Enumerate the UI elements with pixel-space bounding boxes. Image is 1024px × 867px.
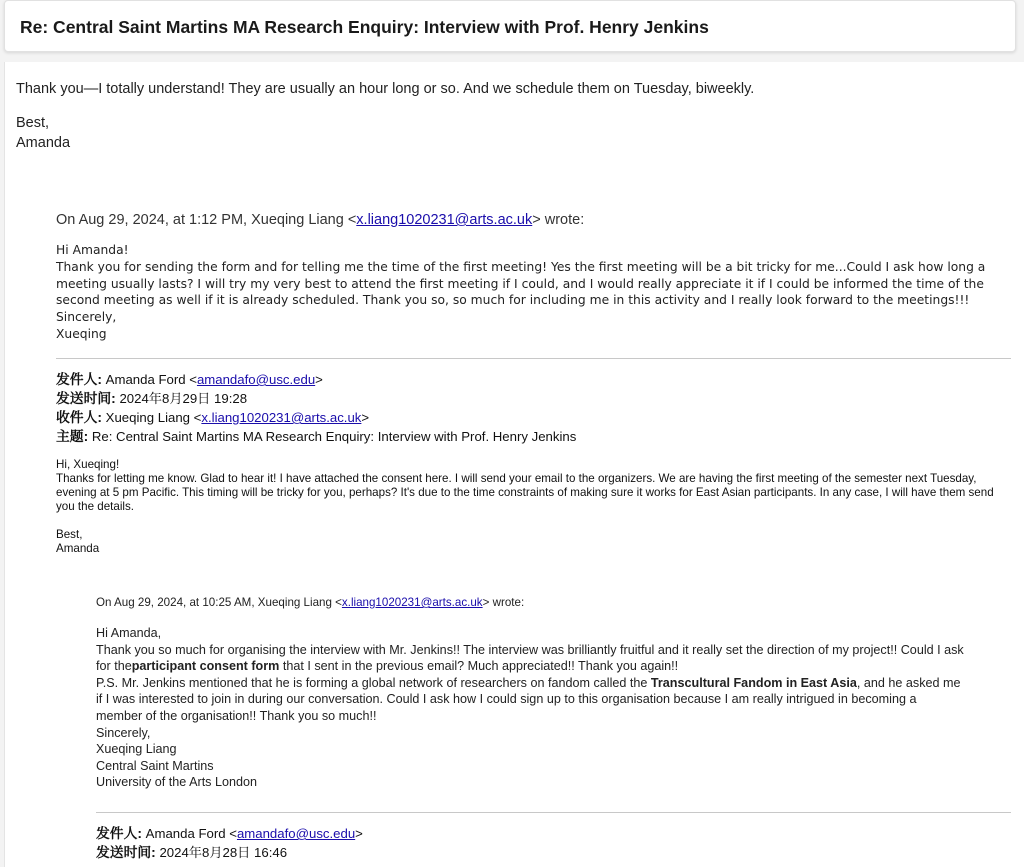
email-subject: Re: Central Saint Martins MA Research Enquiry: Interview with Prof. Henry Jenkins	[20, 17, 709, 37]
divider-1	[56, 358, 1011, 359]
subject-bar	[4, 0, 1016, 52]
quote2-sender-email-link[interactable]: x.liang1020231@arts.ac.uk	[341, 596, 483, 609]
header2-sent: 发送时间: 2024年8月28日 16:46	[96, 845, 288, 860]
quoted-message-2	[96, 596, 966, 791]
reply-message-2	[56, 458, 1001, 556]
divider-2	[96, 812, 1011, 813]
header2-from-email-link[interactable]: amandafo@usc.edu	[236, 826, 356, 841]
quote2-sig-school: Central Saint Martins	[96, 758, 214, 773]
header2-from: 发件人: Amanda Ford <amandafo@usc.edu>	[96, 826, 363, 841]
reply2-text: Thanks for letting me know. Glad to hear it! I have attached the consent here. I will send your email to the organizers. We are having the first meeting of the semester next Tuesday, evening at 5 pm Pacific. This timing will be tricky for you, perhaps? It's due to the time constraints of making sure it works for East Asian participants. In any case, I will have them send you the details.	[56, 472, 994, 513]
latest-signature: Amanda	[16, 135, 71, 151]
quote1-attribution: On Aug 29, 2024, at 1:12 PM, Xueqing Liang <x.liang1020231@arts.ac.uk> wrote:	[56, 212, 585, 228]
header1-subject: 主题: Re: Central Saint Martins MA Research Enquiry: Interview with Prof. Henry Jenkins	[56, 429, 577, 444]
header1-to-email-link[interactable]: x.liang1020231@arts.ac.uk	[201, 410, 362, 425]
quote1-body	[56, 242, 1011, 343]
quote2-closing: Sincerely,	[96, 725, 151, 740]
header1-sent: 发送时间: 2024年8月29日 19:28	[56, 391, 248, 406]
latest-closing: Best,	[16, 115, 50, 131]
forward-header-2	[96, 824, 363, 862]
reply2-greeting: Hi, Xueqing!	[56, 458, 120, 471]
reply2-signature: Amanda	[56, 542, 100, 555]
quote2-paragraph-2: P.S. Mr. Jenkins mentioned that he is forming a global network of researchers on fandom called the Transcultural Fandom in East Asia, and he asked me if I was interested to join in during our conversation. Could I ask how I could sign up to this organisation because I am really intrigued in becoming a member of the organisation!! Thank you so much!!	[96, 675, 961, 723]
quote2-paragraph-1: Thank you so much for organising the interview with Mr. Jenkins!! The interview was brilliantly fruitful and it really set the direction of my project!! Could I ask for theparticipant consent form that I sent in the previous email? Much appreciated!! Thank you again!!	[96, 642, 964, 674]
quote2-attribution: On Aug 29, 2024, at 10:25 AM, Xueqing Liang <x.liang1020231@arts.ac.uk> wrote:	[96, 596, 525, 609]
header1-to: 收件人: Xueqing Liang <x.liang1020231@arts.ac.uk>	[56, 410, 370, 425]
latest-message-text: Thank you—I totally understand! They are usually an hour long or so. And we schedule them on Tuesday, biweekly.	[16, 81, 755, 97]
reply2-closing: Best,	[56, 528, 83, 541]
quote1-signature: Xueqing	[56, 326, 107, 341]
quote1-greeting: Hi Amanda!	[56, 243, 129, 257]
quote1-closing: Sincerely,	[56, 310, 117, 325]
header1-from: 发件人: Amanda Ford <amandafo@usc.edu>	[56, 372, 323, 387]
quoted-message-1	[56, 212, 1011, 343]
quote1-sender-email-link[interactable]: x.liang1020231@arts.ac.uk	[356, 212, 533, 228]
forward-header-1	[56, 370, 576, 446]
header1-from-email-link[interactable]: amandafo@usc.edu	[196, 372, 316, 387]
message-body[interactable]	[4, 62, 1024, 867]
quote2-sig-university: University of the Arts London	[96, 775, 258, 790]
latest-message	[16, 79, 754, 153]
quote2-body	[96, 625, 966, 791]
quote1-text: Thank you for sending the form and for telling me the time of the first meeting! Yes the first meeting will be a bit tricky for me...Could I ask how long a meeting usually lasts? I will try my very best to attend the first meeting if I could, and I would really appreciate it if I could be informed the time of the second meeting as well if it is already scheduled. Thank you so, so much for including me in this activity and I really look forward to the meetings!!!	[56, 259, 986, 308]
quote2-greeting: Hi Amanda,	[96, 626, 162, 640]
quote2-sig-name: Xueqing Liang	[96, 742, 177, 757]
